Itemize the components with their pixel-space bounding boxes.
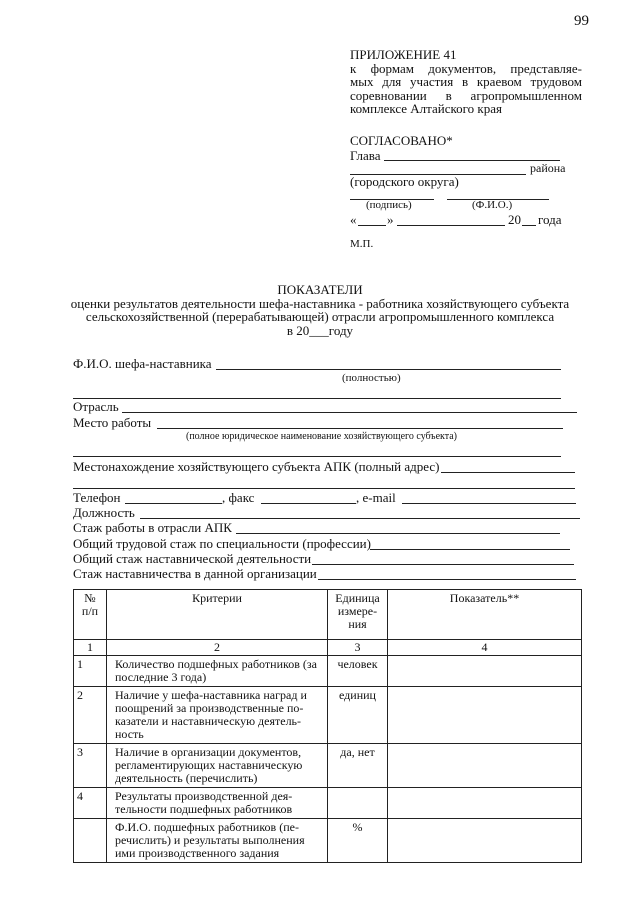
page-number: 99 [574, 13, 589, 29]
table-number-row [74, 640, 582, 656]
appendix-line: к формам документов, представляе- [350, 60, 582, 76]
row-unit: человек [328, 656, 388, 687]
table-row [74, 788, 582, 819]
appendix-line: соревновании в агропромышленном [350, 87, 582, 103]
row-value[interactable] [388, 656, 582, 687]
row-value[interactable] [388, 687, 582, 744]
stamp-place: М.П. [350, 238, 374, 250]
field-workplace-hint: (полное юридическое наименование хозяйствующего субъекта) [186, 431, 457, 442]
header-value: Показатель** [388, 590, 582, 640]
field-email-line [402, 503, 576, 504]
date-day-line [358, 225, 386, 226]
field-email-label: , e-mail [356, 490, 396, 505]
table-row [74, 656, 582, 687]
field-branch-label: Отрасль [73, 399, 119, 414]
field-exp-branch-line [236, 533, 560, 534]
column-number: 2 [107, 640, 328, 656]
header-unit: Единица измере- ния [328, 590, 388, 640]
row-unit: % [328, 819, 388, 863]
header-num: № п/п [74, 590, 107, 640]
heading-line: в 20___году [286, 322, 354, 338]
field-position-label: Должность [73, 505, 135, 520]
field-fio-line [216, 369, 561, 370]
field-exp-mentor-label: Общий стаж наставнической деятельности [73, 551, 312, 566]
field-phone-line [125, 503, 222, 504]
row-num: 3 [74, 744, 107, 788]
field-exp-branch-label: Стаж работы в отрасли АПК [73, 520, 232, 535]
field-exp-specialty-label: Общий трудовой стаж по специальности (профессии) [73, 536, 371, 551]
field-phone-label: Телефон [73, 490, 121, 505]
field-fax-label: , факс [222, 490, 255, 505]
field-workplace-line [157, 428, 563, 429]
heading-line: оценки результатов деятельности шефа-наставника - работника хозяйствующего субъекта [70, 295, 570, 311]
field-fio-label: Ф.И.О. шефа-наставника [73, 356, 212, 371]
field-branch-line [122, 412, 577, 413]
approval-head: Глава [350, 148, 381, 163]
appendix-block [350, 48, 582, 116]
row-criterion: Ф.И.О. подшефных работников (пе-речислить) и результаты выполнения ими производственного задания [107, 819, 328, 863]
row-num: 1 [74, 656, 107, 687]
approval-title: СОГЛАСОВАНО* [350, 133, 453, 148]
row-unit [328, 788, 388, 819]
table-header-row [74, 590, 582, 640]
column-number: 4 [388, 640, 582, 656]
signature-hint: (подпись) [366, 199, 412, 211]
field-exp-specialty-line [370, 549, 570, 550]
field-exp-mentor-line [312, 564, 574, 565]
row-criterion: Результаты производственной дея-тельности подшефных работников [107, 788, 328, 819]
approval-district: района [530, 161, 566, 175]
document-heading [60, 283, 580, 337]
row-unit: единиц [328, 687, 388, 744]
criteria-table [73, 589, 582, 863]
field-workplace-line-2 [73, 456, 561, 457]
date-open: « [350, 212, 357, 227]
row-criterion: Наличие в организации документов, регламентирующих наставническую деятельность (перечислить) [107, 744, 328, 788]
field-location-line-2 [73, 488, 575, 489]
field-fio-hint: (полностью) [342, 372, 401, 384]
date-year-line [522, 225, 536, 226]
heading-title: ПОКАЗАТЕЛИ [277, 282, 363, 297]
field-fax-line [261, 503, 356, 504]
appendix-line: комплексе Алтайского края [350, 101, 502, 116]
field-position-line [140, 518, 580, 519]
heading-line: сельскохозяйственной (перерабатывающей) отрасли агропромышленного комплекса [85, 309, 555, 324]
date-year-prefix: 20 [508, 212, 521, 227]
date-close: » [387, 212, 394, 227]
column-number: 3 [328, 640, 388, 656]
field-location-label: Местонахождение хозяйствующего субъекта АПК (полный адрес) [73, 459, 440, 474]
row-value[interactable] [388, 744, 582, 788]
row-criterion: Наличие у шефа-наставника наград и поощрений за производственные по-казатели и наставническую деятель-ность [107, 687, 328, 744]
column-number: 1 [74, 640, 107, 656]
row-num [74, 819, 107, 863]
row-num: 2 [74, 687, 107, 744]
date-month-line [397, 225, 505, 226]
table-row [74, 819, 582, 863]
appendix-line: мых для участия в краевом трудовом [350, 74, 582, 89]
date-year-suffix: года [538, 212, 562, 227]
table-row [74, 744, 582, 788]
row-num: 4 [74, 788, 107, 819]
field-exp-org-label: Стаж наставничества в данной организации [73, 566, 317, 581]
row-unit: да, нет [328, 744, 388, 788]
table-row [74, 687, 582, 744]
fio-hint: (Ф.И.О.) [472, 199, 513, 211]
field-exp-org-line [318, 579, 576, 580]
row-value[interactable] [388, 788, 582, 819]
row-value[interactable] [388, 819, 582, 863]
field-workplace-label: Место работы [73, 415, 152, 430]
header-criteria: Критерии [107, 590, 328, 640]
field-location-line [441, 472, 575, 473]
appendix-title: ПРИЛОЖЕНИЕ 41 [350, 47, 457, 62]
approval-city: (городского округа) [350, 174, 459, 189]
row-criterion: Количество подшефных работников (за последние 3 года) [107, 656, 328, 687]
field-fio-line-2 [73, 398, 561, 399]
